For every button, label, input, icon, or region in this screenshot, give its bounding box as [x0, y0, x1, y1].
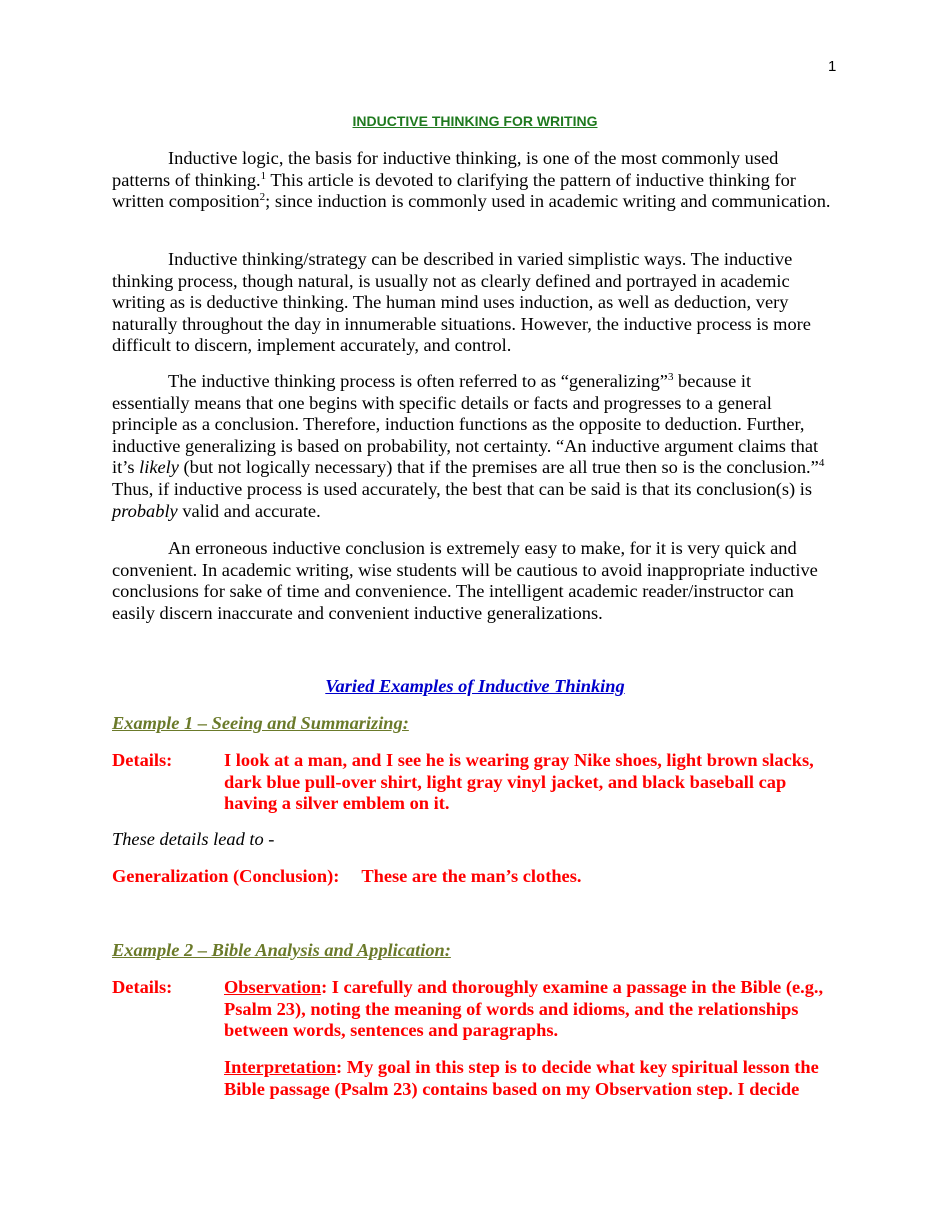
page-number: 1 — [828, 58, 837, 75]
observation-label: Observation — [224, 977, 322, 997]
example-2-details-label: Details: — [112, 977, 173, 997]
example-1-details-text: I look at a man, and I see he is wearing gray Nike shoes, light brown slacks, dark blue pull-over shirt, light gray vinyl jacket, and black baseball cap having a silver emblem on it. — [224, 750, 814, 814]
p3-text-b: because it essentially means that one begins with specific details or facts and progresses to a general principle as a conclusion. Therefore, induction functions as the opposite to deduction. Further, inductive generalizing is based on probability, not certainty. “An inductive argument claims that it’s — [112, 371, 819, 478]
observation-text: : I carefully and thoroughly examine a passage in the Bible (e.g., Psalm 23), noting the meaning of words and idioms, and the relationships between words, sentences and paragraphs. — [224, 977, 824, 1041]
example-1-lead-text: These details lead to - — [112, 829, 275, 849]
p1-text-b: This article is devoted to clarifying the pattern of inductive thinking for written composition — [112, 169, 796, 212]
generalization-label: Generalization (Conclusion): — [112, 866, 340, 886]
footnote-ref-4[interactable]: 4 — [818, 457, 825, 470]
p1-text-a: Inductive logic, the basis for inductive thinking, is one of the most commonly used patterns of thinking. — [112, 148, 779, 190]
section-heading: Varied Examples of Inductive Thinking — [325, 676, 625, 696]
example-1-heading: Example 1 – Seeing and Summarizing: — [112, 713, 409, 733]
paragraph-4 — [112, 538, 832, 624]
footnote-ref-1[interactable]: 1 — [260, 169, 267, 182]
interpretation-label: Interpretation — [224, 1057, 337, 1077]
p1-text-c: ; since induction is commonly used in academic writing and communication. — [265, 191, 831, 212]
document-title: INDUCTIVE THINKING FOR WRITING — [352, 113, 598, 129]
paragraph-1 — [112, 148, 832, 213]
example-1-generalization — [112, 866, 581, 887]
p3-text-d: Thus, if inductive process is used accurately, the best that can be said is that its conclusion(s) is — [112, 478, 813, 499]
footnote-ref-2[interactable]: 2 — [259, 191, 266, 204]
interpretation-text: : My goal in this step is to decide what key spiritual lesson the Bible passage (Psalm 23) contains based on my Observation step. I decide — [224, 1057, 819, 1099]
p3-text-e: valid and accurate. — [177, 500, 321, 521]
p3-likely: likely — [139, 457, 179, 478]
p3-text-c: (but not logically necessary) that if the premises are all true then so is the conclusion.” — [178, 457, 819, 478]
paragraph-2 — [112, 249, 832, 357]
p3-text-a: The inductive thinking process is often referred to as “generalizing” — [168, 371, 668, 391]
footnote-ref-3[interactable]: 3 — [667, 370, 674, 383]
p2-text: Inductive thinking/strategy can be described in varied simplistic ways. The inductive thinking process, though natural, is usually not as clearly defined and portrayed in academic writing as is deductive thinking. The human mind uses induction, as well as deduction, very naturally throughout the day in innumerable situations. However, the inductive process is more difficult to discern, implement accurately, and control. — [112, 249, 811, 356]
paragraph-3 — [112, 371, 832, 522]
example-1-details-label: Details: — [112, 750, 173, 770]
example-2-heading: Example 2 – Bible Analysis and Application: — [112, 940, 451, 960]
p3-probably: probably — [112, 500, 178, 521]
p4-text: An erroneous inductive conclusion is extremely easy to make, for it is very quick and convenient. In academic writing, wise students will be cautious to avoid inappropriate inductive conclusions for sake of time and convenience. The intelligent academic reader/instructor can easily discern inaccurate and convenient inductive generalizations. — [112, 538, 818, 623]
generalization-text: These are the man’s clothes. — [361, 866, 582, 886]
